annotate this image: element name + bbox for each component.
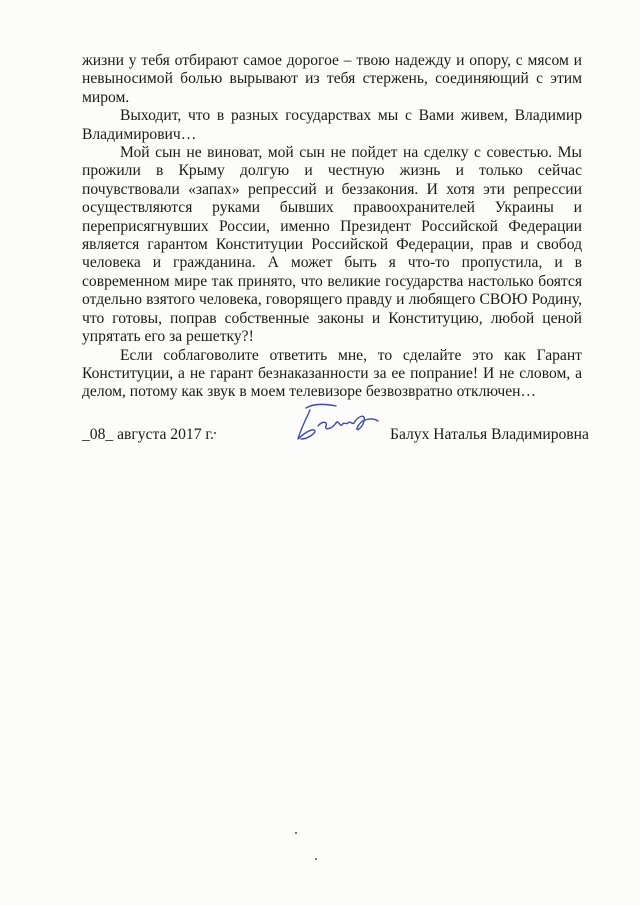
scan-speck bbox=[214, 432, 216, 434]
letter-body bbox=[82, 52, 582, 402]
signature-row bbox=[0, 417, 640, 457]
paragraph-3: Мой сын не виноват, мой сын не пойдет на сделку с совестью. Мы прожили в Крыму долгую и честную жизнь и только сейчас почувствовали «запах» репрессий и беззакония. И хотя эти репрессии осуществляются руками бывших правоохранителей Украины и переприсягнувших России, именно Президент Российской Федерации является гарантом Конституции Российской Федерации, прав и свобод человека и гражданина. А может быть я что-то пропустила, и в современном мире так принято, что великие государства настолько боятся отдельно взятого человека, говорящего правду и любящего СВОЮ Родину, что готовы, поправ собственные законы и Конституцию, любой ценой упрятать его за решетку?! bbox=[82, 144, 582, 346]
paragraph-2: Выходит, что в разных государствах мы с Вами живем, Владимир Владимирович… bbox=[82, 107, 582, 143]
scan-speck bbox=[295, 832, 297, 834]
signature-strokes bbox=[298, 404, 378, 439]
scan-speck bbox=[315, 858, 317, 860]
handwritten-signature bbox=[292, 399, 384, 445]
paragraph-1: жизни у тебя отбирают самое дорогое – твою надежду и опору, с мясом и невыносимой болью вырывают из тебя стержень, соединяющий с этим миром. bbox=[82, 52, 582, 106]
letter-date: _08_ августа 2017 г. bbox=[82, 426, 214, 443]
signer-name: Балух Наталья Владимировна bbox=[390, 426, 589, 443]
paragraph-4: Если соблаговолите ответить мне, то сделайте это как Гарант Конституции, а не гарант безнаказанности за ее попрание! И не словом, а делом, потому как звук в моем телевизоре безвозвратно отключен… bbox=[82, 346, 582, 401]
